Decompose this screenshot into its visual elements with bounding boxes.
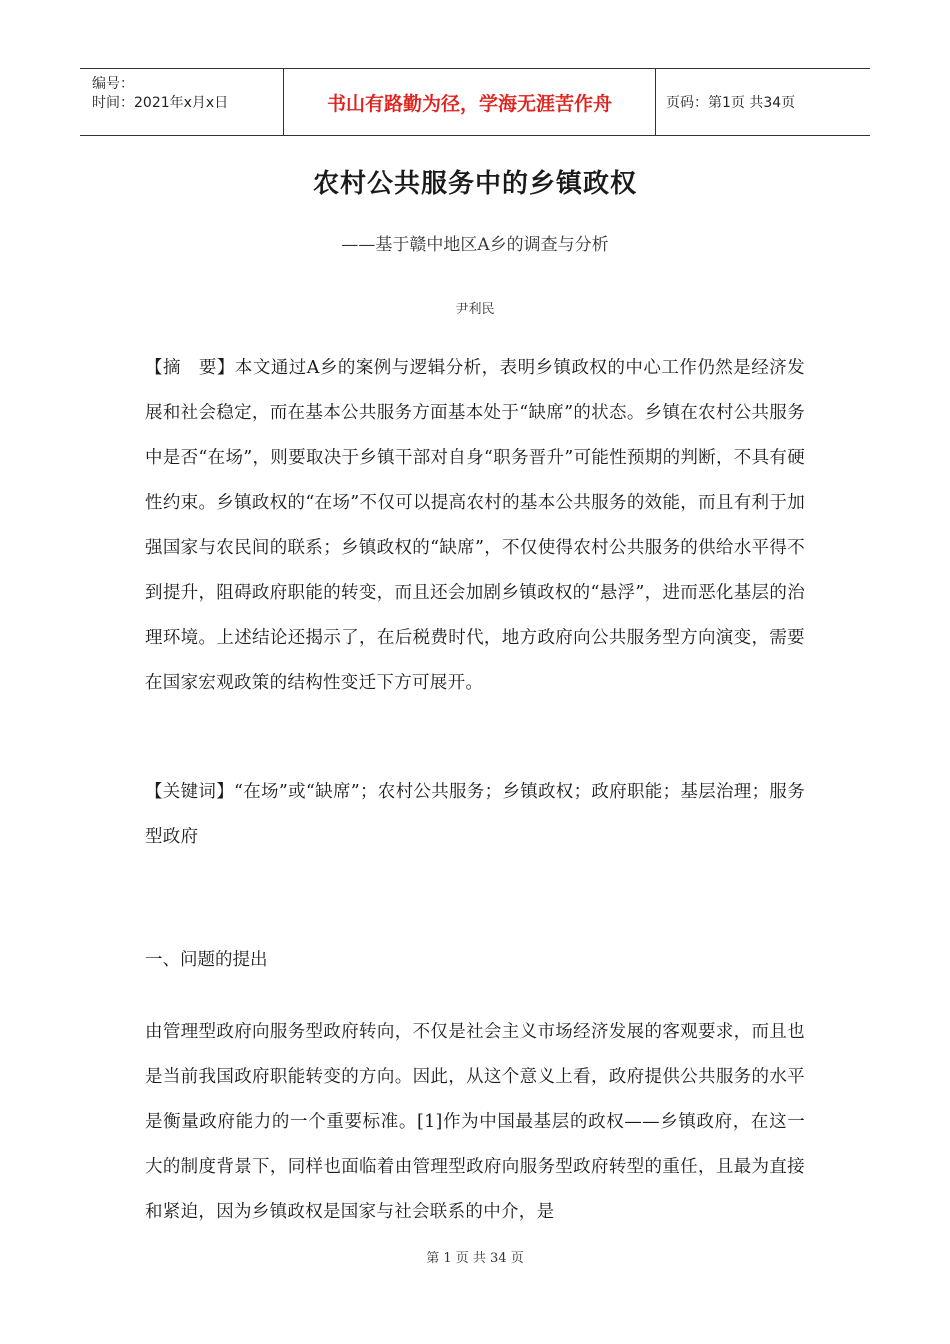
body-paragraph: 由管理型政府向服务型政府转向，不仅是社会主义市场经济发展的客观要求，而且也是当前我国政府职能转变的方向。因此，从这个意义上看，政府提供公共服务的水平是衡量政府能力的一个重要标准。[1]作为中国最基层的政权——乡镇政府，在这一大的制度背景下，同样也面临着由管理型政府向服务型政府转型的重任，且最为直接和紧迫，因为乡镇政权是国家与社会联系的中介，是 (145, 1022, 805, 1222)
document-title: 农村公共服务中的乡镇政权 (312, 169, 637, 199)
header-motto: 书山有路勤为径，学海无涯苦作舟 (283, 69, 656, 135)
keywords-paragraph: 【关键词】“在场”或“缺席”；农村公共服务；乡镇政权；政府职能；基层治理；服务型政府 (145, 782, 805, 847)
author-name: 尹利民 (455, 302, 495, 317)
page-header (80, 68, 870, 136)
serial-label: 编号： (92, 76, 134, 92)
section-heading: 一、问题的提出 (145, 950, 268, 970)
header-page-info: 页码：第1页 共34页 (666, 95, 796, 111)
abstract-paragraph: 【摘 要】本文通过A乡的案例与逻辑分析，表明乡镇政权的中心工作仍然是经济发展和社会稳定，而在基本公共服务方面基本处于“缺席”的状态。乡镇在农村公共服务中是否“在场”，则要取决于乡镇干部对自身“职务晋升”可能性预期的判断，不具有硬性约束。乡镇政权的“在场”不仅可以提高农村的基本公共服务的效能，而且有利于加强国家与农民间的联系；乡镇政权的“缺席”，不仅使得农村公共服务的供给水平得不到提升，阻碍政府职能的转变，而且还会加剧乡镇政权的“悬浮”，进而恶化基层的治理环境。上述结论还揭示了，在后税费时代，地方政府向公共服务型方向演变，需要在国家宏观政策的结构性变迁下方可展开。 (145, 358, 805, 693)
page-footer: 第 1 页 共 34 页 (426, 1251, 524, 1266)
time-label: 时间：2021年x月x日 (92, 95, 229, 111)
header-meta (80, 69, 283, 135)
document-subtitle: ——基于赣中地区A乡的调查与分析 (341, 235, 609, 255)
